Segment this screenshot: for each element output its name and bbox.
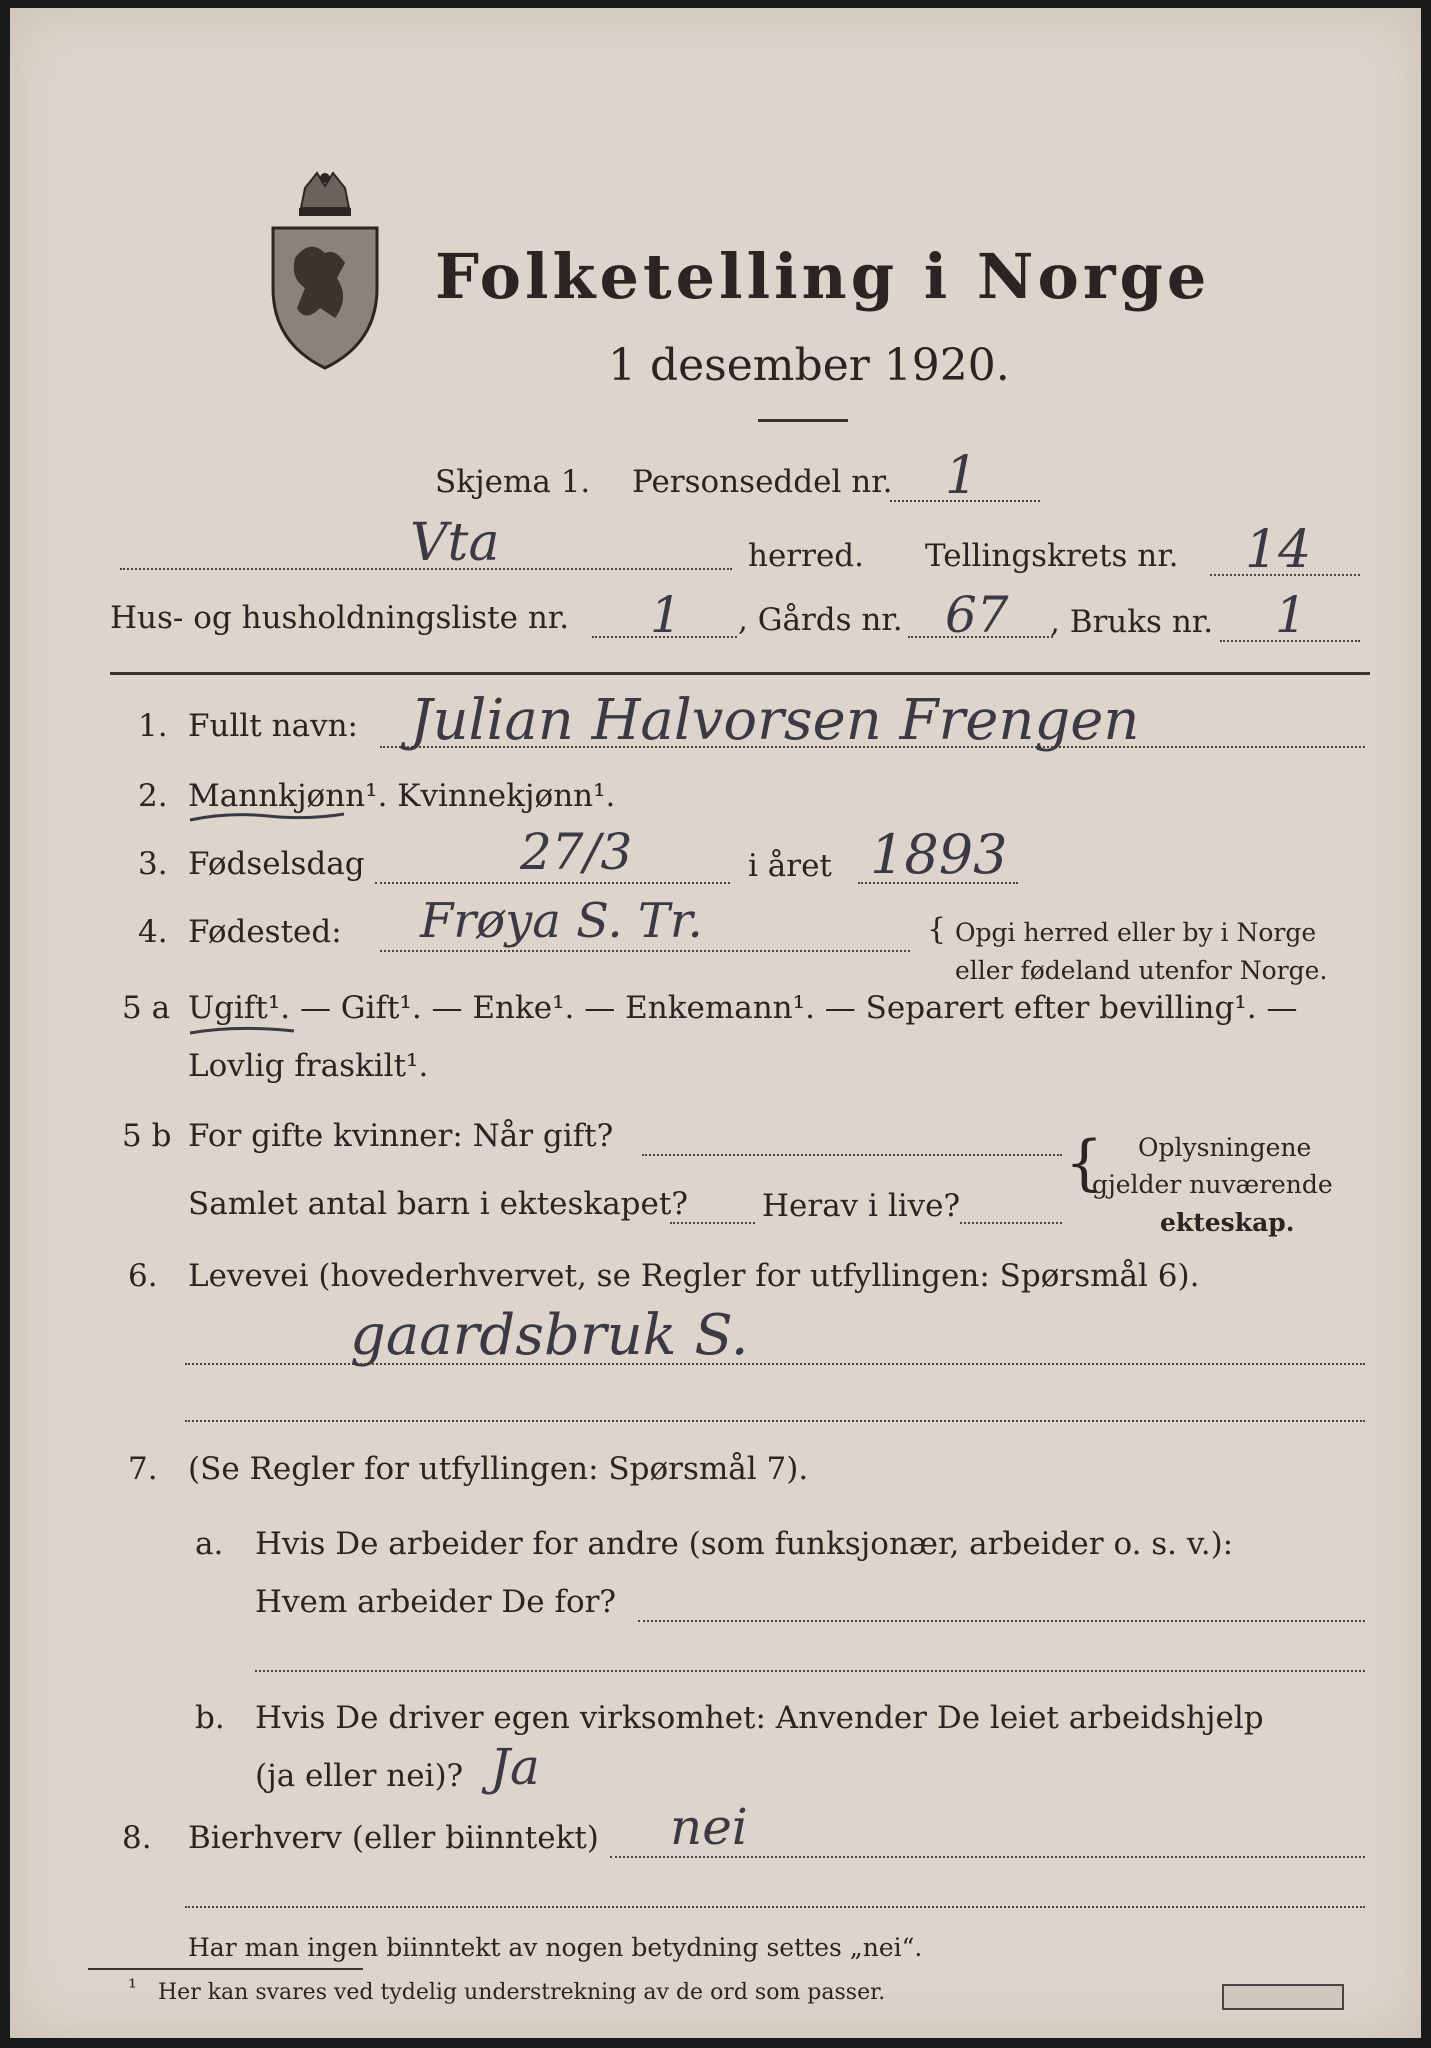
husliste-value: 1 — [650, 586, 682, 644]
personseddel-value: 1 — [945, 446, 979, 506]
q7a-letter: a. — [195, 1526, 224, 1562]
q7b-line1: Hvis De driver egen virksomhet: Anvender De leiet arbeidshjelp — [255, 1700, 1264, 1736]
q7-label: (Se Regler for utfyllingen: Spørsmål 7). — [188, 1451, 809, 1487]
herred-value: Vta — [410, 513, 500, 573]
q8-extra-line — [185, 1906, 1365, 1908]
herred-label: herred. — [748, 538, 864, 574]
gards-value: 67 — [945, 586, 1009, 644]
q3-label: Fødselsdag — [188, 846, 365, 882]
q7b-line2: (ja eller nei)? — [255, 1758, 464, 1794]
footnote-text: Her kan svares ved tydelig understrekning av de ord som passer. — [158, 1980, 886, 2005]
coat-of-arms-icon — [265, 168, 385, 378]
q5b-line1: For gifte kvinner: Når gift? — [188, 1118, 614, 1154]
q3-line — [375, 882, 730, 884]
q5b-note-line3: ekteskap. — [1160, 1208, 1295, 1237]
form-date: 1 desember 1920. — [608, 340, 1010, 391]
printer-stamp — [1222, 1984, 1344, 2010]
q5a-line2: Lovlig fraskilt¹. — [188, 1048, 429, 1084]
q4-note-line2: eller fødeland utenfor Norge. — [955, 956, 1328, 985]
form-title: Folketelling i Norge — [435, 240, 1211, 313]
q7a-employer-line — [638, 1620, 1365, 1622]
title-divider — [758, 419, 848, 422]
footnote-mark: ¹ — [128, 1976, 137, 2001]
q6-number: 6. — [128, 1258, 158, 1294]
tellingskrets-label: Tellingskrets nr. — [925, 538, 1179, 574]
footnote-divider — [88, 1968, 363, 1970]
q5a-line1: Ugift¹. — Gift¹. — Enke¹. — Enkemann¹. — Separert efter bevilling¹. — — [188, 990, 1298, 1026]
q4-bracket: { — [927, 912, 947, 947]
q5b-note-line2: gjelder nuværende — [1092, 1170, 1333, 1199]
q7-number: 7. — [128, 1451, 158, 1487]
q6-value: gaardsbruk S. — [350, 1303, 749, 1368]
q4-note-line1: Opgi herred eller by i Norge — [955, 918, 1317, 947]
q5b-children-line — [670, 1222, 755, 1224]
q3-value: 27/3 — [520, 823, 633, 881]
q5b-married-line — [642, 1154, 1062, 1156]
biinntekt-note: Har man ingen biinntekt av nogen betydning settes „nei“. — [188, 1933, 923, 1962]
q1-label: Fullt navn: — [188, 708, 358, 744]
q3-year-label: i året — [748, 848, 832, 884]
q5b-note-line1: Oplysningene — [1138, 1133, 1312, 1162]
q7a-line1: Hvis De arbeider for andre (som funksjonær, arbeider o. s. v.): — [255, 1526, 1234, 1562]
q6-line2 — [185, 1420, 1365, 1422]
q7b-letter: b. — [195, 1700, 225, 1736]
q7b-value: Ja — [490, 1738, 540, 1796]
q5b-alive-line — [960, 1222, 1062, 1224]
q5b-bracket: { — [1065, 1128, 1104, 1198]
husliste-label: Hus- og husholdningsliste nr. — [110, 600, 570, 636]
q4-label: Fødested: — [188, 914, 342, 950]
gards-label: , Gårds nr. — [738, 602, 903, 638]
q6-label: Levevei (hovederhvervet, se Regler for utfyllingen: Spørsmål 6). — [188, 1258, 1200, 1294]
q5b-number: 5 b — [122, 1118, 172, 1154]
q5b-line2: Samlet antal barn i ekteskapet? — [188, 1186, 688, 1222]
q5b-alive-label: Herav i live? — [762, 1188, 961, 1224]
q8-label: Bierhverv (eller biinntekt) — [188, 1820, 599, 1856]
q8-line — [610, 1856, 1365, 1858]
q3-year-value: 1893 — [870, 823, 1008, 886]
skjema-label: Skjema 1. — [435, 464, 591, 500]
bruks-value: 1 — [1275, 586, 1307, 644]
q7a-extra-line — [255, 1670, 1365, 1672]
tellingskrets-value: 14 — [1245, 520, 1312, 580]
q4-number: 4. — [138, 914, 168, 950]
q8-number: 8. — [122, 1820, 152, 1856]
bruks-label: , Bruks nr. — [1050, 604, 1214, 640]
q2-label: Mannkjønn¹. Kvinnekjønn¹. — [188, 778, 616, 814]
q1-number: 1. — [138, 708, 168, 744]
q5a-underline-mark — [188, 1023, 298, 1039]
q3-number: 3. — [138, 846, 168, 882]
q5a-number: 5 a — [122, 990, 171, 1026]
header-divider — [110, 672, 1370, 675]
q4-line — [380, 950, 910, 952]
q4-value: Frøya S. Tr. — [420, 893, 703, 949]
q8-value: nei — [670, 1798, 748, 1856]
q2-number: 2. — [138, 778, 168, 814]
q2-underline-mark — [188, 808, 348, 828]
q7a-line2: Hvem arbeider De for? — [255, 1584, 617, 1620]
personseddel-label: Personseddel nr. — [632, 464, 893, 500]
census-form-sheet — [10, 8, 1421, 2038]
q1-value: Julian Halvorsen Frengen — [410, 688, 1140, 753]
